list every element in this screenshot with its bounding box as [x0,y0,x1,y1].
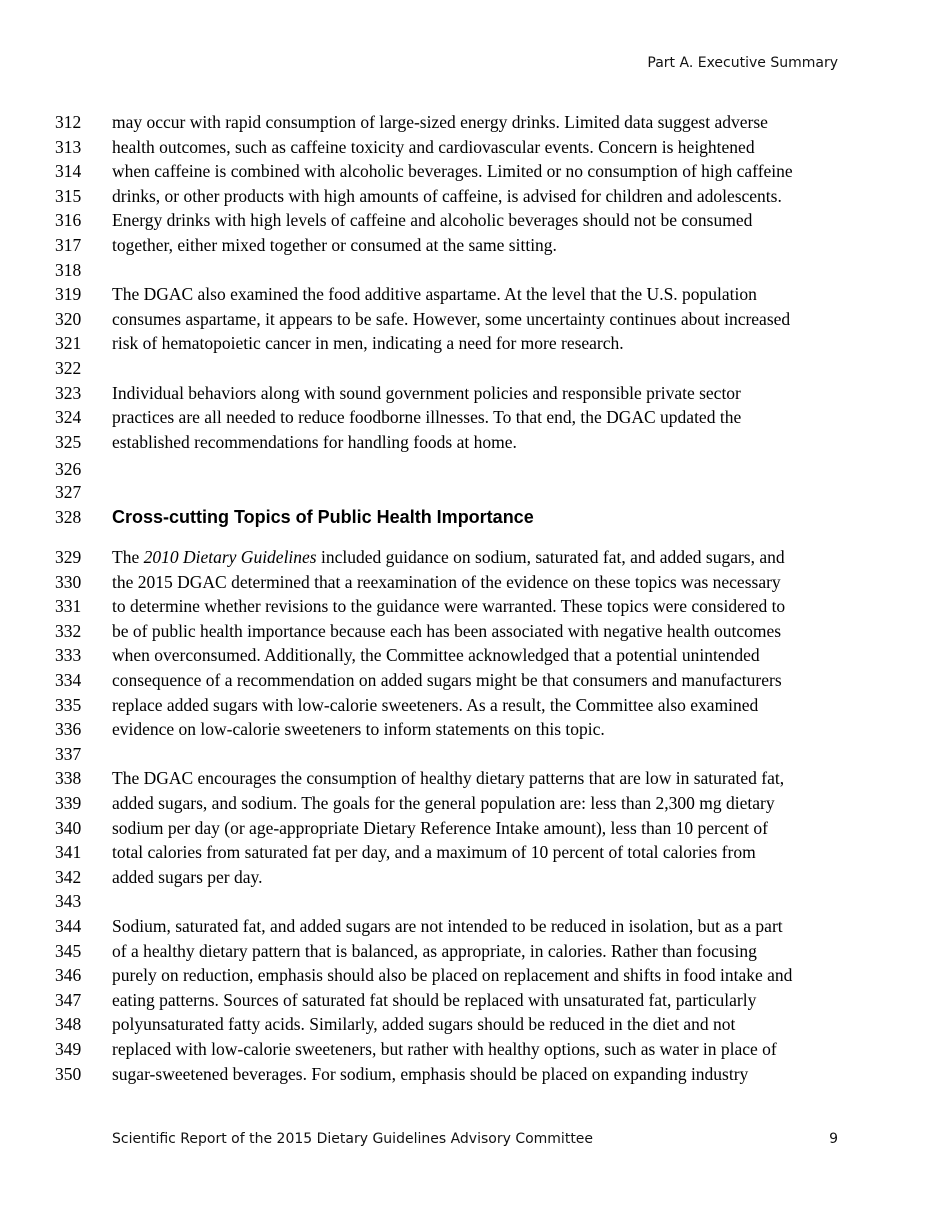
section-heading: Cross-cutting Topics of Public Health Importance [112,507,534,527]
line-text: replaced with low-calorie sweeteners, but rather with healthy options, such as water in place of [112,1039,777,1059]
line-number: 344 [55,916,82,936]
line-number: 336 [55,719,82,739]
line-text-post: included guidance on sodium, saturated fat, and added sugars, and [316,547,785,567]
line-text: purely on reduction, emphasis should also be placed on replacement and shifts in food intake and [112,965,793,985]
line-text: consumes aspartame, it appears to be safe. However, some uncertainty continues about increased [112,309,791,329]
text-line [0,1012,950,1036]
line-text: The DGAC encourages the consumption of healthy dietary patterns that are low in saturated fat, [112,768,785,788]
line-text: of a healthy dietary pattern that is balanced, as appropriate, in calories. Rather than focusing [112,941,757,961]
line-number: 330 [55,572,82,592]
text-line [0,988,950,1012]
line-number: 314 [55,161,82,181]
line-text: added sugars per day. [112,867,263,887]
line-number: 339 [55,793,82,813]
text-line [0,282,950,306]
text-line [0,233,950,257]
text-line [0,914,950,938]
text-line [0,742,950,766]
line-number: 326 [55,459,82,479]
page-number: 9 [829,1131,838,1147]
line-number: 350 [55,1064,82,1084]
page-footer [112,1131,838,1151]
line-text: Individual behaviors along with sound government policies and responsible private sector [112,383,741,403]
line-number: 343 [55,891,82,911]
text-line [0,939,950,963]
running-head: Part A. Executive Summary [647,55,838,71]
text-line [0,717,950,741]
line-text: Energy drinks with high levels of caffeine and alcoholic beverages should not be consumed [112,210,753,230]
line-number: 325 [55,432,82,452]
line-text-pre: The [112,547,144,567]
line-number: 321 [55,333,82,353]
line-text: be of public health importance because each has been associated with negative health outcomes [112,621,782,641]
text-line [0,457,950,481]
line-text [112,545,785,569]
line-number: 318 [55,260,82,280]
line-text: established recommendations for handling foods at home. [112,432,517,452]
line-text: total calories from saturated fat per day, and a maximum of 10 percent of total calories from [112,842,756,862]
line-text: consequence of a recommendation on added sugars might be that consumers and manufacturers [112,670,782,690]
line-number: 333 [55,645,82,665]
line-text: eating patterns. Sources of saturated fat should be replaced with unsaturated fat, particularly [112,990,757,1010]
text-line [0,668,950,692]
line-number: 312 [55,112,82,132]
text-line [0,480,950,504]
text-line [0,356,950,380]
line-number: 348 [55,1014,82,1034]
text-line [0,430,950,454]
line-text: replace added sugars with low-calorie sweeteners. As a result, the Committee also examined [112,695,759,715]
line-text: risk of hematopoietic cancer in men, indicating a need for more research. [112,333,624,353]
line-number: 338 [55,768,82,788]
line-number: 345 [55,941,82,961]
line-number: 320 [55,309,82,329]
text-line [0,1062,950,1086]
line-number: 334 [55,670,82,690]
text-line [0,791,950,815]
line-number: 347 [55,990,82,1010]
text-line [0,693,950,717]
text-line [0,840,950,864]
line-text: health outcomes, such as caffeine toxicity and cardiovascular events. Concern is heightened [112,137,755,157]
line-number: 322 [55,358,82,378]
line-number: 337 [55,744,82,764]
text-line [0,135,950,159]
line-text: practices are all needed to reduce foodborne illnesses. To that end, the DGAC updated the [112,407,742,427]
line-number: 328 [55,507,82,527]
line-text: polyunsaturated fatty acids. Similarly, added sugars should be reduced in the diet and not [112,1014,736,1034]
line-number: 335 [55,695,82,715]
line-text: The DGAC also examined the food additive aspartame. At the level that the U.S. population [112,284,757,304]
text-line [0,619,950,643]
text-line [0,963,950,987]
text-line [0,570,950,594]
text-line [0,816,950,840]
line-text: when caffeine is combined with alcoholic beverages. Limited or no consumption of high caffeine [112,161,793,181]
line-number: 315 [55,186,82,206]
footer-title: Scientific Report of the 2015 Dietary Guidelines Advisory Committee [112,1131,594,1147]
text-line [0,208,950,232]
line-number: 346 [55,965,82,985]
line-number: 331 [55,596,82,616]
text-line [0,889,950,913]
line-number: 329 [55,547,82,567]
line-number: 349 [55,1039,82,1059]
text-line [0,865,950,889]
text-line [0,159,950,183]
guidelines-title: 2010 Dietary Guidelines [143,547,317,567]
line-number: 332 [55,621,82,641]
line-text: together, either mixed together or consumed at the same sitting. [112,235,557,255]
line-text: added sugars, and sodium. The goals for the general population are: less than 2,300 mg dietary [112,793,775,813]
text-line [0,184,950,208]
section-heading-line [0,505,950,529]
line-number: 316 [55,210,82,230]
line-text: evidence on low-calorie sweeteners to inform statements on this topic. [112,719,605,739]
text-line [0,545,950,569]
text-line [0,331,950,355]
text-line [0,405,950,429]
line-text: drinks, or other products with high amounts of caffeine, is advised for children and adolescents. [112,186,782,206]
text-line [0,643,950,667]
line-number: 323 [55,383,82,403]
line-number: 319 [55,284,82,304]
line-number: 324 [55,407,82,427]
line-number: 313 [55,137,82,157]
text-line [0,110,950,134]
line-number: 342 [55,867,82,887]
text-line [0,594,950,618]
line-text: the 2015 DGAC determined that a reexamination of the evidence on these topics was necessary [112,572,781,592]
line-text: sugar-sweetened beverages. For sodium, emphasis should be placed on expanding industry [112,1064,749,1084]
line-text: sodium per day (or age-appropriate Dietary Reference Intake amount), less than 10 percent of [112,818,768,838]
text-line [0,381,950,405]
text-line [0,1037,950,1061]
line-number: 341 [55,842,82,862]
line-text: to determine whether revisions to the guidance were warranted. These topics were considered to [112,596,786,616]
line-number: 327 [55,482,82,502]
line-text: when overconsumed. Additionally, the Committee acknowledged that a potential unintended [112,645,760,665]
text-line [0,766,950,790]
text-line [0,258,950,282]
line-number: 340 [55,818,82,838]
line-text: Sodium, saturated fat, and added sugars are not intended to be reduced in isolation, but as a part [112,916,783,936]
text-line [0,307,950,331]
line-number: 317 [55,235,82,255]
line-text: may occur with rapid consumption of large-sized energy drinks. Limited data suggest adverse [112,112,768,132]
